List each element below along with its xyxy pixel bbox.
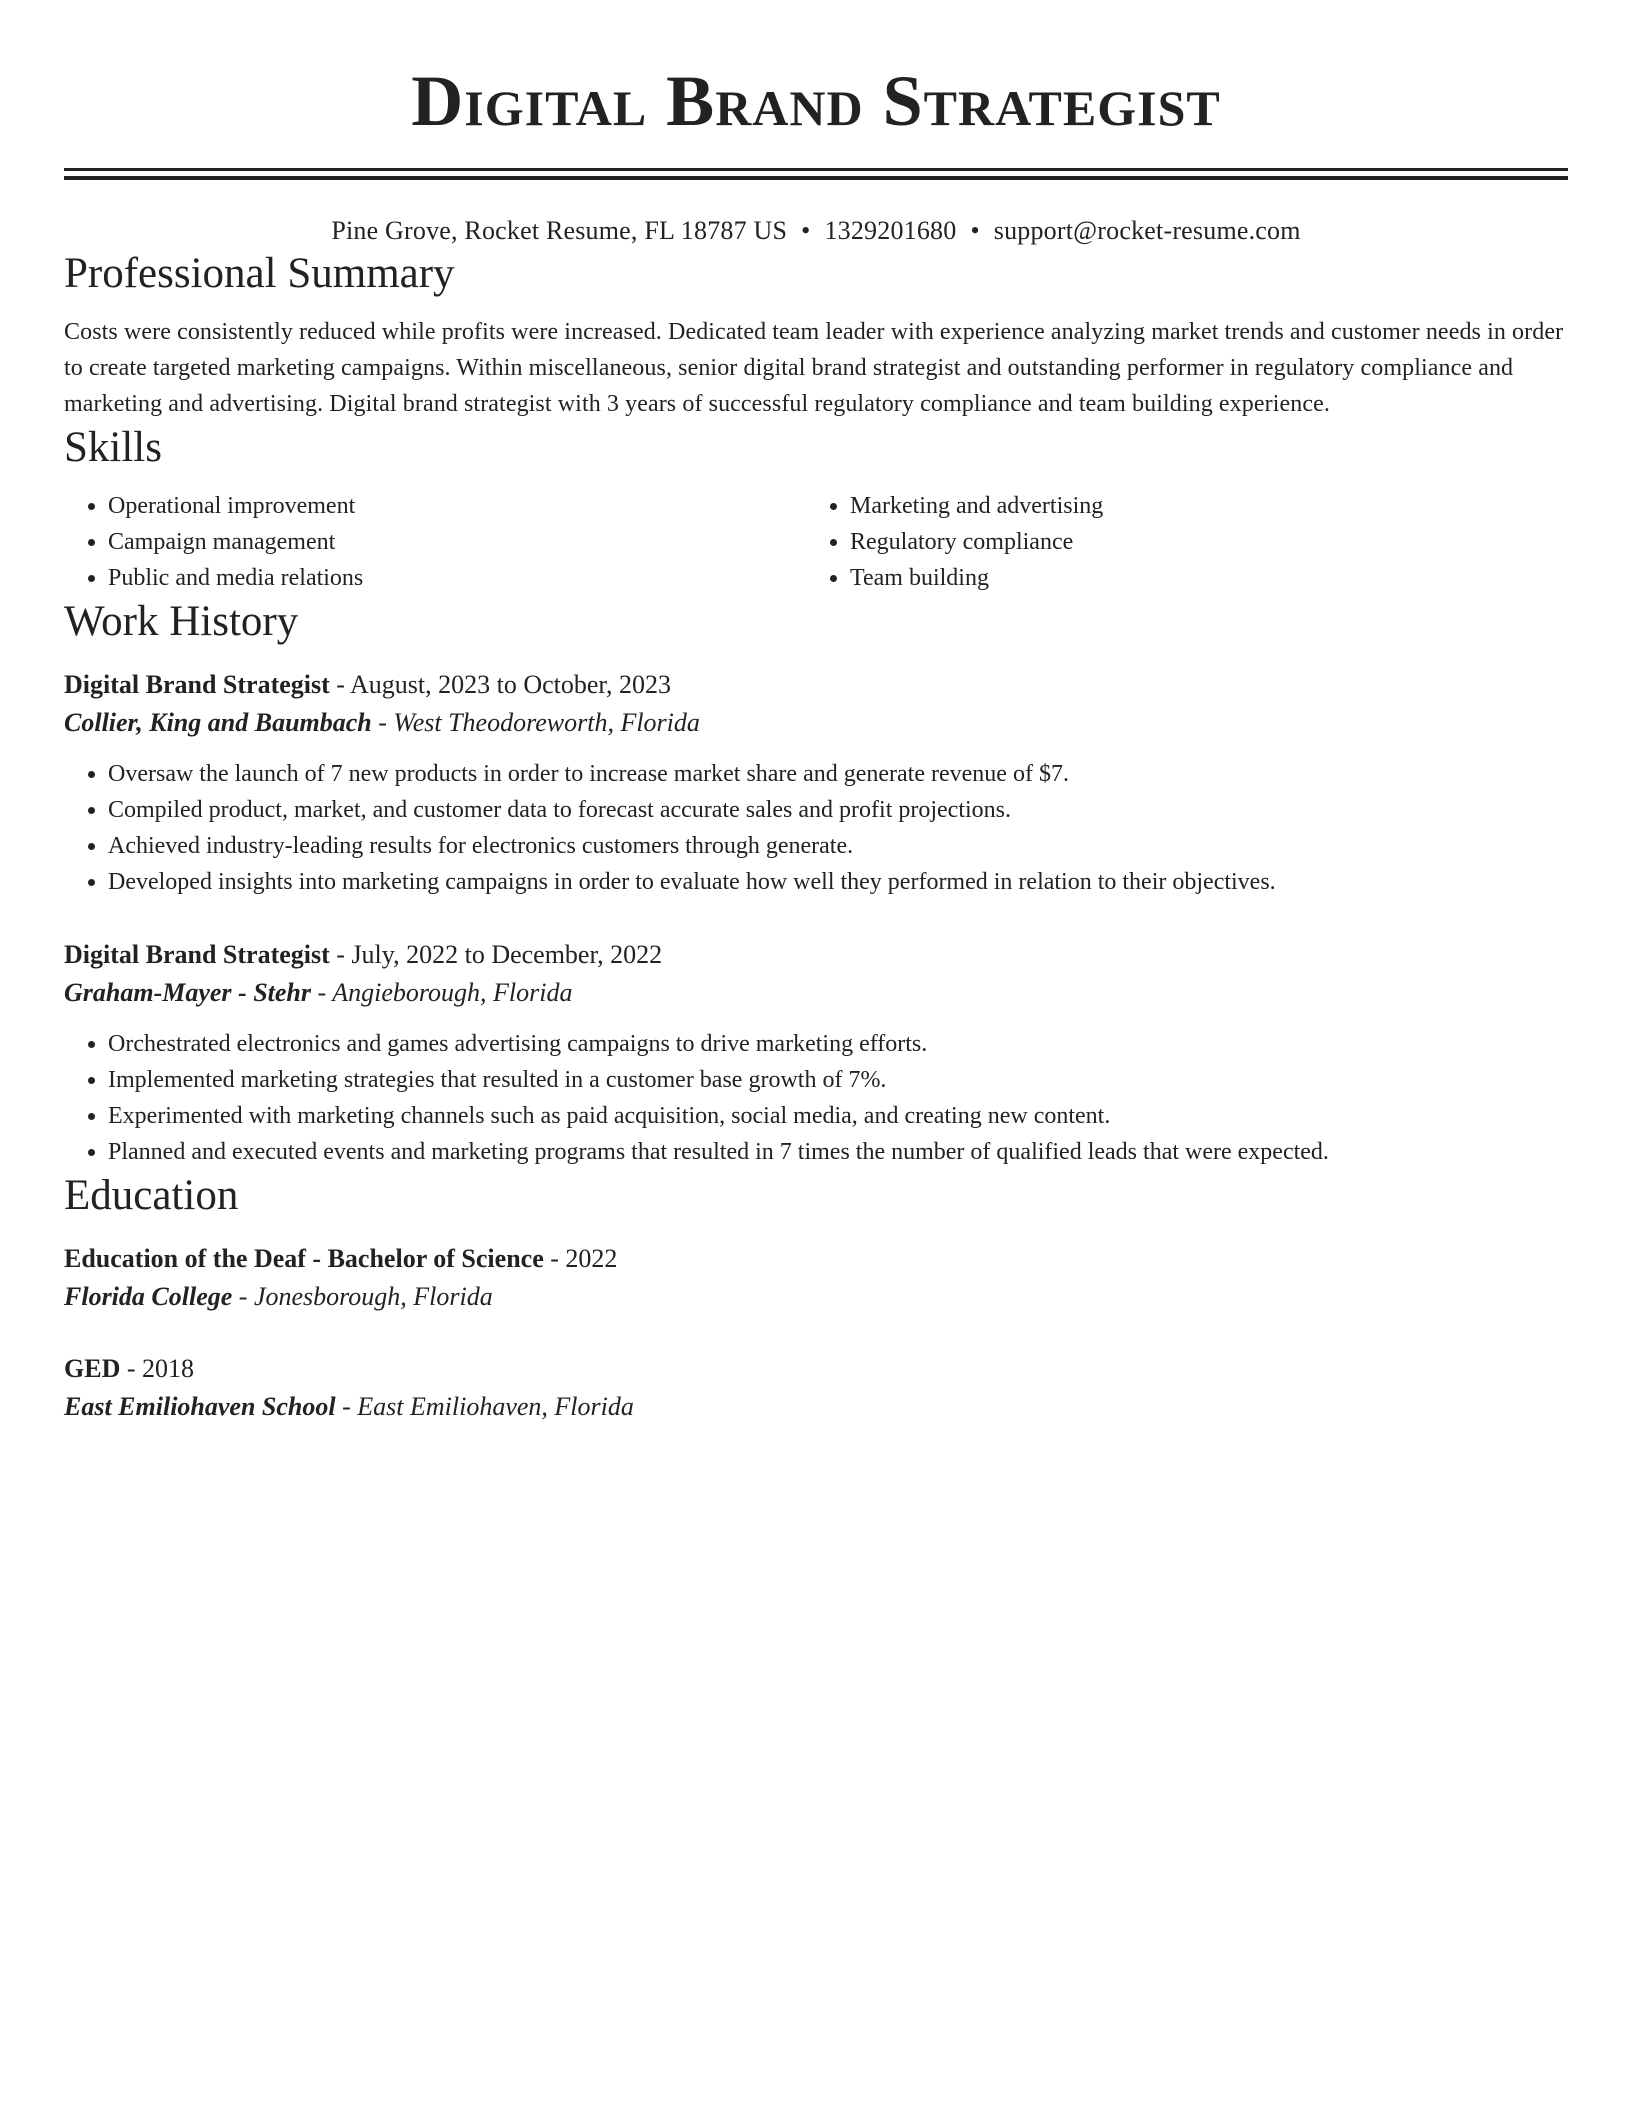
education-degree: Education of the Deaf - Bachelor of Science bbox=[64, 1244, 544, 1273]
job-dates: August, 2023 to October, 2023 bbox=[350, 670, 672, 699]
education-heading: Education bbox=[64, 1172, 239, 1219]
job-bullets bbox=[64, 756, 1568, 900]
contact-email: support@rocket-resume.com bbox=[993, 216, 1301, 245]
contact-info bbox=[64, 214, 1568, 248]
summary-heading: Professional Summary bbox=[64, 250, 455, 297]
job-bullet: • Orchestrated electronics and games advertising campaigns to drive marketing efforts. bbox=[108, 1026, 1568, 1062]
job-entry bbox=[64, 936, 1568, 1170]
education-school-line bbox=[64, 1388, 1568, 1426]
resume-title: Digital Brand Strategist bbox=[411, 61, 1221, 141]
education-degree: GED bbox=[64, 1354, 121, 1383]
job-company: Graham-Mayer - Stehr bbox=[64, 978, 312, 1007]
job-entry bbox=[64, 666, 1568, 900]
education-dash: - bbox=[232, 1282, 254, 1311]
job-company: Collier, King and Baumbach bbox=[64, 708, 372, 737]
education-school: Florida College bbox=[64, 1282, 233, 1311]
job-bullet: • Planned and executed events and marketing programs that resulted in 7 times the number of qualified leads that were expected. bbox=[108, 1134, 1568, 1170]
job-bullet: • Developed insights into marketing campaigns in order to evaluate how well they performed in relation to their objectives. bbox=[108, 864, 1568, 900]
job-title: Digital Brand Strategist bbox=[64, 670, 330, 699]
title-divider bbox=[64, 168, 1568, 180]
skills-column-right bbox=[806, 488, 1548, 596]
education-school-line bbox=[64, 1278, 1568, 1316]
job-bullet: • Experimented with marketing channels such as paid acquisition, social media, and creating new content. bbox=[108, 1098, 1568, 1134]
contact-separator: • bbox=[970, 216, 980, 245]
education-year: 2022 bbox=[565, 1244, 618, 1273]
skills-heading: Skills bbox=[64, 424, 162, 471]
job-dash: - bbox=[371, 708, 394, 737]
job-company-line bbox=[64, 704, 1568, 742]
education-year: 2018 bbox=[142, 1354, 195, 1383]
skill-item: • Operational improvement bbox=[108, 488, 806, 524]
education-dash: - bbox=[335, 1392, 358, 1421]
skill-item: • Public and media relations bbox=[108, 560, 806, 596]
education-entry bbox=[64, 1240, 1568, 1316]
skill-item: • Regulatory compliance bbox=[850, 524, 1548, 560]
education-location: Jonesborough, Florida bbox=[253, 1282, 493, 1311]
contact-separator: • bbox=[801, 216, 811, 245]
job-bullet: • Implemented marketing strategies that resulted in a customer base growth of 7%. bbox=[108, 1062, 1568, 1098]
work-history-heading: Work History bbox=[64, 598, 299, 645]
job-title-line bbox=[64, 936, 1568, 974]
job-dash: - bbox=[311, 978, 333, 1007]
contact-phone: 1329201680 bbox=[824, 216, 957, 245]
job-dash: - bbox=[329, 670, 350, 699]
job-bullets bbox=[64, 1026, 1568, 1170]
job-bullet: • Compiled product, market, and customer data to forecast accurate sales and profit projections. bbox=[108, 792, 1568, 828]
contact-address: Pine Grove, Rocket Resume, FL 18787 US bbox=[331, 216, 788, 245]
job-title: Digital Brand Strategist bbox=[64, 940, 330, 969]
job-bullet: • Achieved industry-leading results for electronics customers through generate. bbox=[108, 828, 1568, 864]
education-school: East Emiliohaven School bbox=[64, 1392, 336, 1421]
job-company-line bbox=[64, 974, 1568, 1012]
job-location: West Theodoreworth, Florida bbox=[393, 708, 700, 737]
job-dash: - bbox=[329, 940, 352, 969]
job-location: Angieborough, Florida bbox=[332, 978, 573, 1007]
skills-list bbox=[64, 488, 1568, 596]
education-degree-line bbox=[64, 1350, 1568, 1388]
education-location: East Emiliohaven, Florida bbox=[357, 1392, 634, 1421]
job-dates: July, 2022 to December, 2022 bbox=[351, 940, 663, 969]
job-title-line bbox=[64, 666, 1568, 704]
education-entry bbox=[64, 1350, 1568, 1426]
education-degree-line bbox=[64, 1240, 1568, 1278]
education-dash: - bbox=[543, 1244, 566, 1273]
skills-column-left bbox=[64, 488, 806, 596]
skill-item: • Marketing and advertising bbox=[850, 488, 1548, 524]
skill-item: • Team building bbox=[850, 560, 1548, 596]
skill-item: • Campaign management bbox=[108, 524, 806, 560]
education-dash: - bbox=[120, 1354, 143, 1383]
summary-text: Costs were consistently reduced while profits were increased. Dedicated team leader with experience analyzing market trends and customer needs in order to create targeted marketing campaigns. Within miscellaneous, senior digital brand strategist and outstanding performer in regulatory compliance and marketing and advertising. Digital brand strategist with 3 years of successful regulatory compliance and team building experience. bbox=[64, 319, 1564, 417]
job-bullet: • Oversaw the launch of 7 new products in order to increase market share and generate revenue of $7. bbox=[108, 756, 1568, 792]
